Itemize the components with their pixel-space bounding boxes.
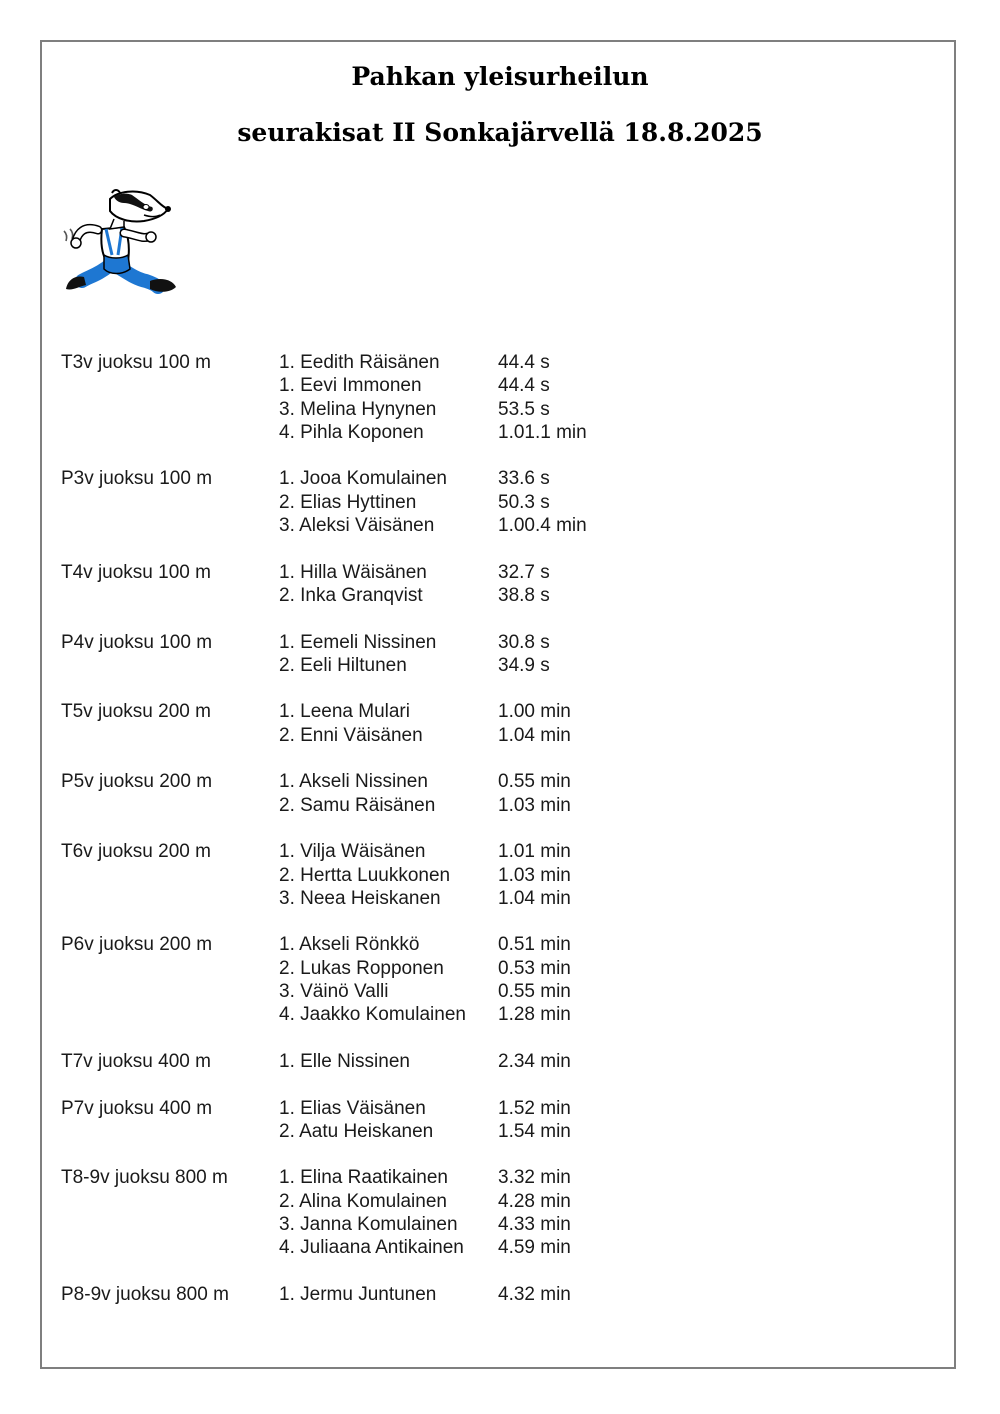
result-row xyxy=(61,398,761,421)
result-time: 33.6 s xyxy=(498,468,550,490)
athlete-placing: 2. Hertta Luukkonen xyxy=(279,864,451,886)
athlete-placing: 1. Elle Nissinen xyxy=(279,1050,410,1072)
result-time: 53.5 s xyxy=(498,398,550,420)
athlete-placing: 1. Leena Mulari xyxy=(279,701,410,723)
event-block xyxy=(61,1050,761,1073)
athlete-placing: 1. Jermu Juntunen xyxy=(279,1283,437,1305)
athlete-placing: 3. Melina Hynynen xyxy=(279,398,437,420)
athlete-placing: 3. Väinö Valli xyxy=(279,981,389,1003)
result-row xyxy=(61,467,761,490)
athlete-placing: 3. Aleksi Väisänen xyxy=(279,515,435,537)
event-block xyxy=(61,561,761,608)
result-time: 2.34 min xyxy=(498,1050,571,1072)
athlete-placing: 2. Elias Hyttinen xyxy=(279,491,417,513)
result-time: 1.04 min xyxy=(498,887,571,909)
event-name: T5v juoksu 200 m xyxy=(61,701,211,723)
athlete-placing: 1. Eemeli Nissinen xyxy=(279,631,437,653)
result-row xyxy=(61,724,761,747)
event-block xyxy=(61,840,761,910)
event-name: P7v juoksu 400 m xyxy=(61,1097,213,1119)
result-row xyxy=(61,561,761,584)
event-name: P6v juoksu 200 m xyxy=(61,934,213,956)
result-row xyxy=(61,933,761,956)
result-row xyxy=(61,700,761,723)
event-name: P4v juoksu 100 m xyxy=(61,631,213,653)
result-time: 34.9 s xyxy=(498,654,550,676)
athlete-placing: 1. Vilja Wäisänen xyxy=(279,841,426,863)
athlete-placing: 1. Akseli Rönkkö xyxy=(279,934,420,956)
event-block xyxy=(61,351,761,444)
result-row xyxy=(61,1190,761,1213)
athlete-placing: 2. Enni Väisänen xyxy=(279,724,423,746)
result-time: 44.4 s xyxy=(498,375,550,397)
event-block xyxy=(61,631,761,678)
result-row xyxy=(61,980,761,1003)
result-row xyxy=(61,1166,761,1189)
athlete-placing: 2. Inka Granqvist xyxy=(279,584,423,606)
result-time: 1.01 min xyxy=(498,841,571,863)
result-time: 1.03 min xyxy=(498,864,571,886)
result-time: 1.04 min xyxy=(498,724,571,746)
event-block xyxy=(61,467,761,537)
athlete-placing: 2. Samu Räisänen xyxy=(279,794,436,816)
result-row xyxy=(61,1003,761,1026)
result-row xyxy=(61,584,761,607)
athlete-placing: 2. Eeli Hiltunen xyxy=(279,654,407,676)
event-name: T6v juoksu 200 m xyxy=(61,841,211,863)
athlete-placing: 4. Pihla Koponen xyxy=(279,421,424,443)
event-block xyxy=(61,1166,761,1259)
result-time: 1.54 min xyxy=(498,1120,571,1142)
result-time: 4.28 min xyxy=(498,1190,571,1212)
result-row xyxy=(61,887,761,910)
result-time: 1.28 min xyxy=(498,1004,571,1026)
page-title: Pahkan yleisurheilun xyxy=(351,62,649,91)
result-time: 1.03 min xyxy=(498,794,571,816)
result-row xyxy=(61,514,761,537)
event-block xyxy=(61,1097,761,1144)
result-time: 4.32 min xyxy=(498,1283,571,1305)
athlete-placing: 1. Jooa Komulainen xyxy=(279,468,447,490)
result-time: 30.8 s xyxy=(498,631,550,653)
athlete-placing: 4. Juliaana Antikainen xyxy=(279,1237,464,1259)
result-time: 1.52 min xyxy=(498,1097,571,1119)
page-subtitle: seurakisat II Sonkajärvellä 18.8.2025 xyxy=(237,118,763,147)
result-time: 0.55 min xyxy=(498,771,571,793)
result-row xyxy=(61,957,761,980)
event-name: P5v juoksu 200 m xyxy=(61,771,213,793)
event-name: T7v juoksu 400 m xyxy=(61,1050,211,1072)
result-row xyxy=(61,864,761,887)
result-row xyxy=(61,1213,761,1236)
event-name: T3v juoksu 100 m xyxy=(61,352,211,373)
event-block xyxy=(61,1283,761,1306)
results-list xyxy=(61,351,761,1329)
result-time: 1.01.1 min xyxy=(498,421,587,443)
athlete-placing: 2. Aatu Heiskanen xyxy=(279,1120,434,1142)
result-time: 32.7 s xyxy=(498,561,550,583)
result-row xyxy=(61,1097,761,1120)
event-name: T4v juoksu 100 m xyxy=(61,561,211,583)
result-time: 50.3 s xyxy=(498,491,550,513)
result-time: 0.53 min xyxy=(498,957,571,979)
athlete-placing: 1. Eedith Räisänen xyxy=(279,352,440,373)
result-time: 0.51 min xyxy=(498,934,571,956)
result-row xyxy=(61,770,761,793)
running-badger-mascot-icon xyxy=(58,185,190,310)
result-row xyxy=(61,491,761,514)
event-name: P8-9v juoksu 800 m xyxy=(61,1283,229,1305)
result-time: 44.4 s xyxy=(498,352,550,373)
result-row xyxy=(61,794,761,817)
athlete-placing: 2. Alina Komulainen xyxy=(279,1190,447,1212)
athlete-placing: 4. Jaakko Komulainen xyxy=(279,1004,466,1026)
result-row xyxy=(61,1236,761,1259)
athlete-placing: 1. Akseli Nissinen xyxy=(279,771,428,793)
event-name: T8-9v juoksu 800 m xyxy=(61,1167,228,1189)
event-block xyxy=(61,770,761,817)
result-row xyxy=(61,1283,761,1306)
result-row xyxy=(61,1050,761,1073)
result-time: 0.55 min xyxy=(498,981,571,1003)
result-time: 4.33 min xyxy=(498,1213,571,1235)
result-row xyxy=(61,374,761,397)
athlete-placing: 3. Neea Heiskanen xyxy=(279,887,441,909)
result-row xyxy=(61,421,761,444)
athlete-placing: 1. Elina Raatikainen xyxy=(279,1167,448,1189)
result-row xyxy=(61,840,761,863)
athlete-placing: 3. Janna Komulainen xyxy=(279,1213,458,1235)
result-row xyxy=(61,1120,761,1143)
athlete-placing: 2. Lukas Ropponen xyxy=(279,957,444,979)
result-row xyxy=(61,631,761,654)
athlete-placing: 1. Elias Väisänen xyxy=(279,1097,426,1119)
event-block xyxy=(61,933,761,1026)
result-time: 3.32 min xyxy=(498,1167,571,1189)
result-time: 1.00 min xyxy=(498,701,571,723)
result-time: 38.8 s xyxy=(498,584,550,606)
event-name: P3v juoksu 100 m xyxy=(61,468,213,490)
athlete-placing: 1. Hilla Wäisänen xyxy=(279,561,427,583)
result-row xyxy=(61,351,761,374)
athlete-placing: 1. Eevi Immonen xyxy=(279,375,422,397)
result-time: 1.00.4 min xyxy=(498,515,587,537)
result-row xyxy=(61,654,761,677)
result-time: 4.59 min xyxy=(498,1237,571,1259)
event-block xyxy=(61,700,761,747)
